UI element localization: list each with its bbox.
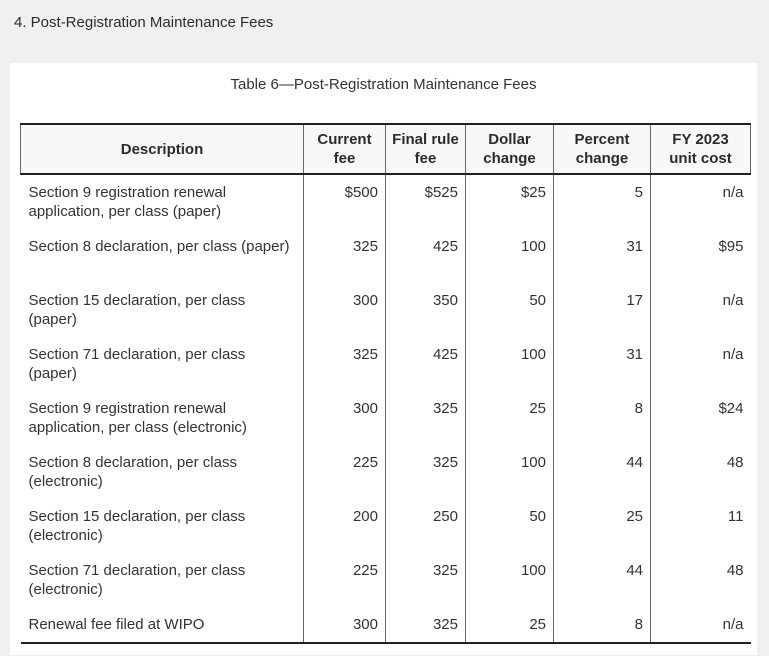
table-row: [21, 229, 751, 283]
column-header: Final rule fee: [386, 124, 466, 174]
table-row: [21, 499, 751, 553]
description-cell: Renewal fee filed at WIPO: [28, 616, 205, 633]
description-cell: Section 8 declaration, per class (paper): [28, 238, 290, 255]
value-cell: 25: [554, 499, 651, 553]
value-cell: 17: [554, 283, 651, 337]
value-cell: 325: [304, 337, 386, 391]
value-cell: $95: [651, 229, 751, 283]
value-cell: 325: [386, 607, 466, 643]
value-cell: 100: [466, 229, 554, 283]
value-cell: 250: [386, 499, 466, 553]
value-cell: 325: [386, 391, 466, 445]
table-row: [21, 283, 751, 337]
value-cell: n/a: [651, 174, 751, 229]
value-cell: 350: [386, 283, 466, 337]
value-cell: $25: [466, 174, 554, 229]
value-cell: 100: [466, 445, 554, 499]
value-cell: 300: [304, 391, 386, 445]
value-cell: 44: [554, 553, 651, 607]
column-header: Dollar change: [466, 124, 554, 174]
table-header-row: [21, 124, 751, 174]
value-cell: 31: [554, 229, 651, 283]
value-cell: 48: [651, 445, 751, 499]
value-cell: n/a: [651, 283, 751, 337]
value-cell: 25: [466, 391, 554, 445]
value-cell: 325: [386, 445, 466, 499]
maintenance-fees-table: [20, 123, 751, 644]
value-cell: 100: [466, 337, 554, 391]
description-cell: Section 9 registration renewal application, per class (paper): [28, 184, 227, 220]
value-cell: 31: [554, 337, 651, 391]
value-cell: n/a: [651, 607, 751, 643]
column-header: FY 2023 unit cost: [651, 124, 751, 174]
value-cell: 8: [554, 391, 651, 445]
value-cell: 100: [466, 553, 554, 607]
value-cell: 225: [304, 553, 386, 607]
value-cell: n/a: [651, 337, 751, 391]
value-cell: $500: [304, 174, 386, 229]
table-row: [21, 445, 751, 499]
section-heading: 4. Post-Registration Maintenance Fees: [14, 14, 274, 31]
value-cell: 200: [304, 499, 386, 553]
table-row: [21, 174, 751, 229]
value-cell: 325: [304, 229, 386, 283]
value-cell: 425: [386, 229, 466, 283]
value-cell: 50: [466, 283, 554, 337]
value-cell: 25: [466, 607, 554, 643]
value-cell: 50: [466, 499, 554, 553]
column-header: Current fee: [304, 124, 386, 174]
column-header: Percent change: [554, 124, 651, 174]
fee-table-body: [21, 174, 751, 643]
value-cell: 44: [554, 445, 651, 499]
table-row: [21, 337, 751, 391]
table-row: [21, 391, 751, 445]
value-cell: $525: [386, 174, 466, 229]
table-row: [21, 607, 751, 643]
value-cell: 325: [386, 553, 466, 607]
value-cell: 8: [554, 607, 651, 643]
description-cell: Section 15 declaration, per class (paper): [28, 292, 246, 328]
value-cell: 11: [651, 499, 751, 553]
description-cell: Section 15 declaration, per class (electronic): [28, 508, 246, 544]
description-cell: Section 9 registration renewal application, per class (electronic): [28, 400, 247, 436]
value-cell: 300: [304, 283, 386, 337]
table-card: [10, 63, 757, 655]
table-title: Table 6—Post-Registration Maintenance Fees: [230, 76, 537, 93]
description-cell: Section 71 declaration, per class (electronic): [28, 562, 246, 598]
value-cell: 300: [304, 607, 386, 643]
description-cell: Section 8 declaration, per class (electronic): [28, 454, 237, 490]
table-row: [21, 553, 751, 607]
column-header: Description: [21, 124, 304, 174]
description-cell: Section 71 declaration, per class (paper): [28, 346, 246, 382]
value-cell: 425: [386, 337, 466, 391]
table-header: [21, 124, 751, 174]
value-cell: 48: [651, 553, 751, 607]
value-cell: $24: [651, 391, 751, 445]
value-cell: 5: [554, 174, 651, 229]
value-cell: 225: [304, 445, 386, 499]
